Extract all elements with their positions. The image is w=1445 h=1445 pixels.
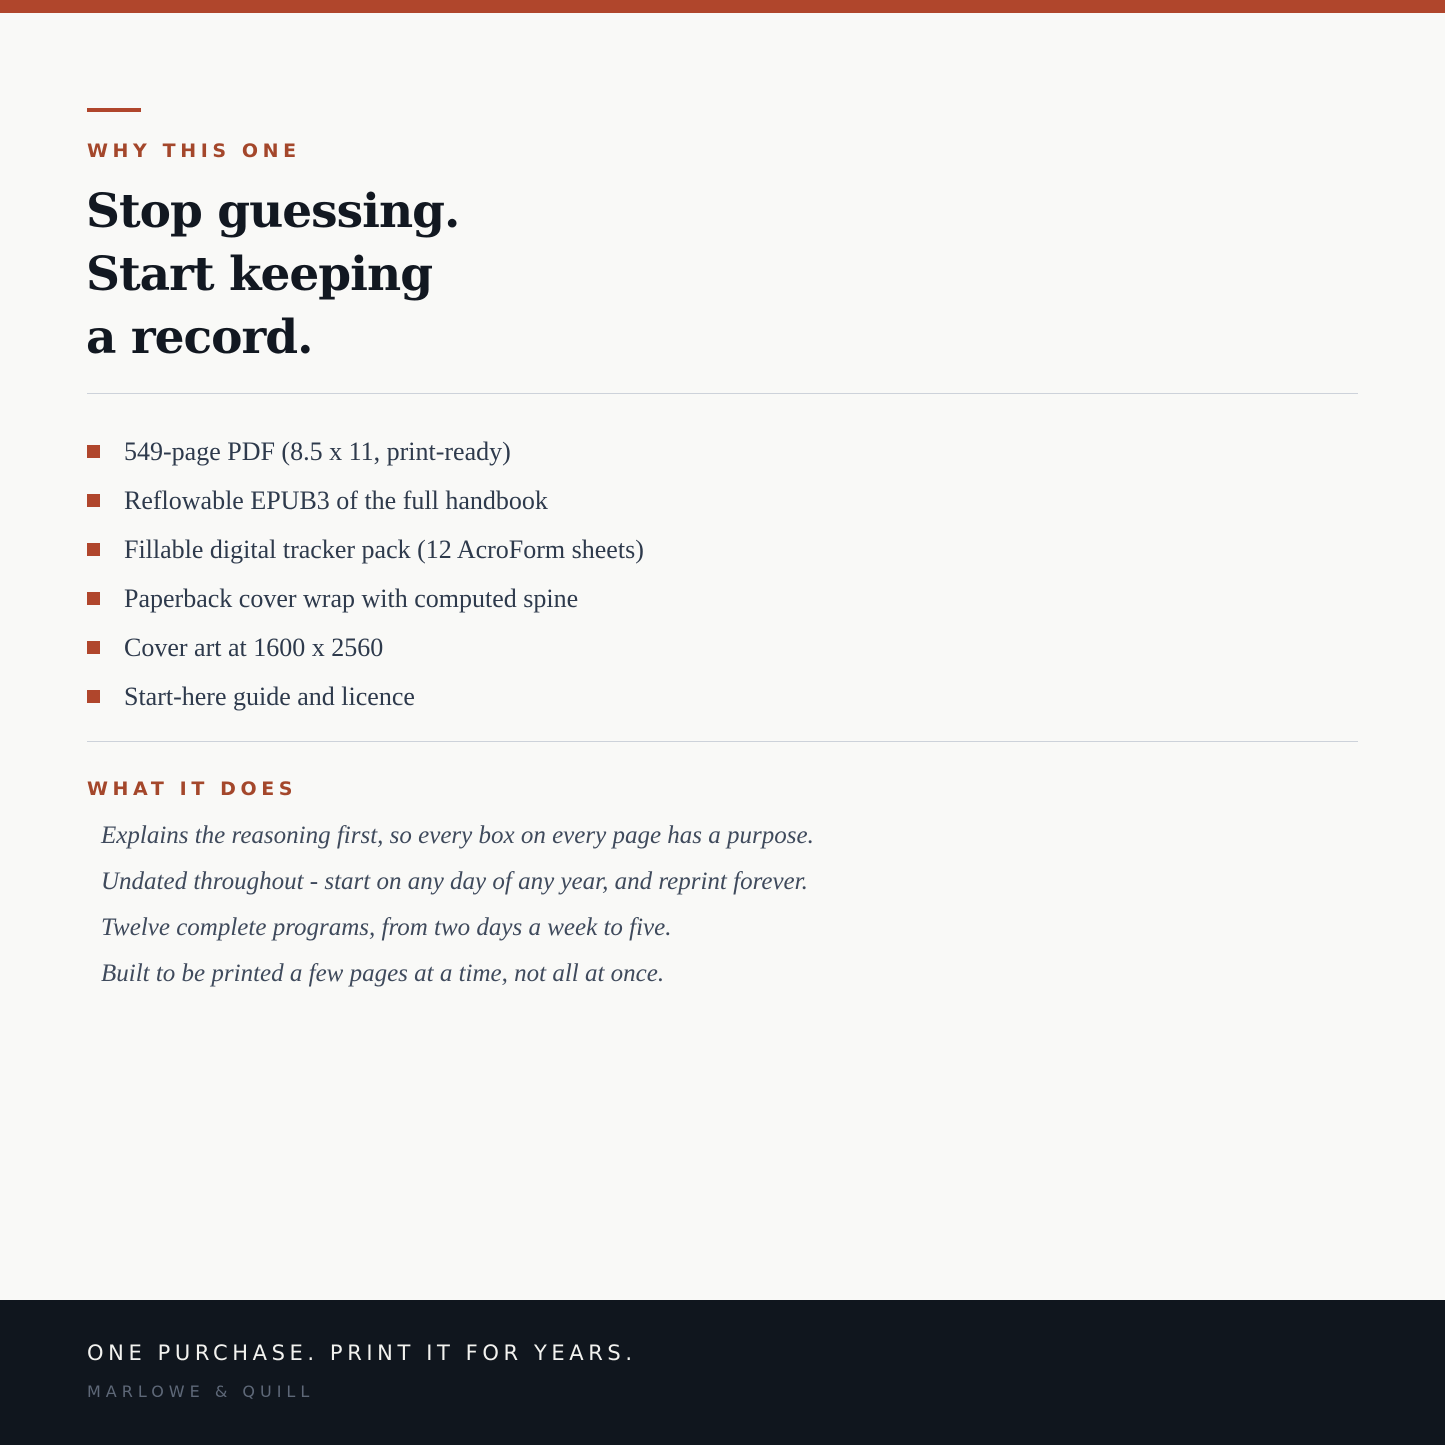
headline	[86, 180, 459, 369]
feature-item	[87, 672, 644, 721]
benefit-line: Undated throughout - start on any day of any year, and reprint forever.	[101, 868, 808, 895]
benefit-line: Explains the reasoning first, so every box on every page has a purpose.	[101, 822, 814, 849]
square-bullet-icon	[87, 690, 100, 703]
feature-item	[87, 525, 644, 574]
brand-name: MARLOWE & QUILL	[87, 1382, 315, 1401]
accent-rule	[87, 108, 141, 112]
square-bullet-icon	[87, 592, 100, 605]
headline-line: a record.	[86, 310, 313, 365]
feature-text: Cover art at 1600 x 2560	[124, 632, 384, 662]
feature-item	[87, 623, 644, 672]
divider	[87, 393, 1358, 394]
feature-text: Paperback cover wrap with computed spine	[124, 583, 579, 613]
feature-text: Fillable digital tracker pack (12 AcroForm sheets)	[124, 534, 644, 564]
what-eyebrow: WHAT IT DOES	[87, 778, 298, 800]
feature-item	[87, 476, 644, 525]
feature-list	[87, 427, 644, 721]
headline-line: Stop guessing.	[86, 184, 460, 239]
footer-tagline: ONE PURCHASE. PRINT IT FOR YEARS.	[87, 1341, 637, 1365]
square-bullet-icon	[87, 445, 100, 458]
feature-item	[87, 574, 644, 623]
square-bullet-icon	[87, 494, 100, 507]
top-accent-bar	[0, 0, 1445, 13]
benefit-line: Built to be printed a few pages at a time, not all at once.	[101, 960, 665, 987]
square-bullet-icon	[87, 543, 100, 556]
square-bullet-icon	[87, 641, 100, 654]
feature-text: Start-here guide and licence	[124, 681, 415, 711]
feature-item	[87, 427, 644, 476]
feature-text: Reflowable EPUB3 of the full handbook	[124, 485, 548, 515]
footer-band	[0, 1300, 1445, 1445]
benefit-line: Twelve complete programs, from two days a week to five.	[101, 914, 672, 941]
headline-line: Start keeping	[86, 247, 433, 302]
why-eyebrow: WHY THIS ONE	[87, 140, 301, 162]
divider	[87, 741, 1358, 742]
benefit-list	[101, 813, 814, 997]
feature-text: 549-page PDF (8.5 x 11, print-ready)	[124, 436, 511, 466]
